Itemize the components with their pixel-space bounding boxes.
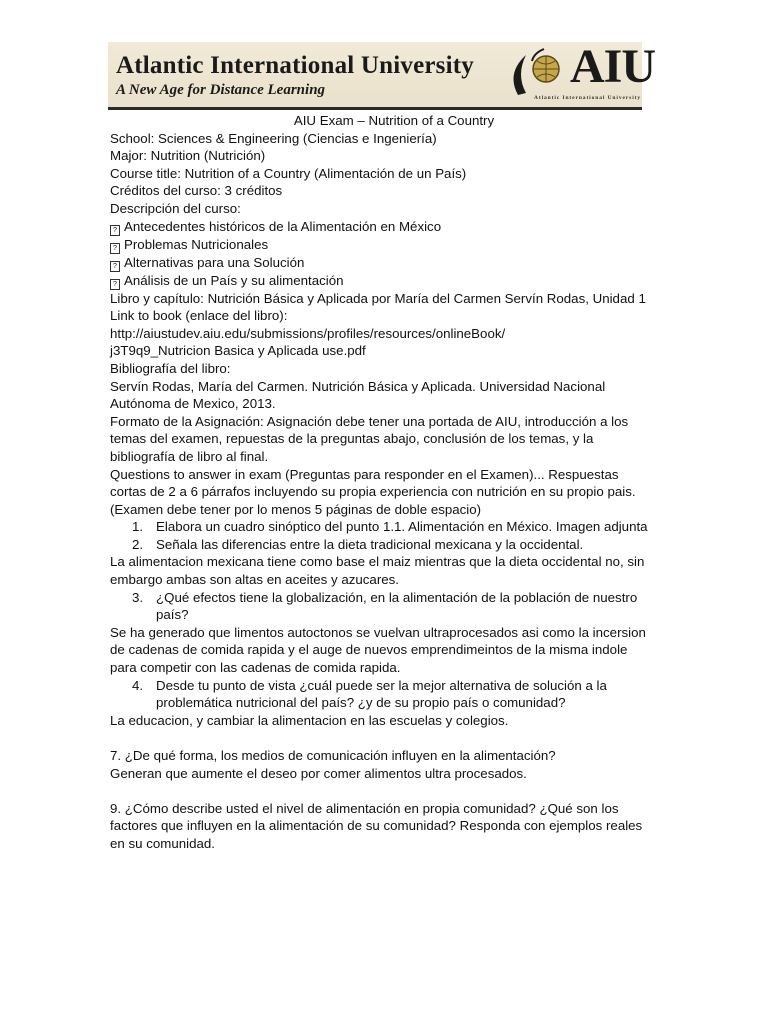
- book-link-line-1[interactable]: http://aiustudev.aiu.edu/submissions/profiles/resources/onlineBook/: [110, 325, 506, 341]
- description-item: ? Problemas Nutricionales: [110, 236, 650, 254]
- credits-line: Créditos del curso: 3 créditos: [110, 183, 283, 199]
- description-label: Descripción del curso:: [110, 200, 241, 216]
- description-item: ? Análisis de un País y su alimentación: [110, 272, 650, 290]
- logo-subtext: Atlantic International University: [534, 95, 642, 101]
- questions-intro: Questions to answer in exam (Preguntas para responder en el Examen)... Respuestas cortas de 2 a 6 párrafos incluyendo su propia experiencia con nutrición en su propio pais. (Examen debe tener por lo menos 5 páginas de doble espacio): [110, 466, 636, 517]
- aiu-logo: [504, 40, 656, 103]
- book-chapter: Libro y capítulo: Nutrición Básica y Aplicada por María del Carmen Servín Rodas, Unidad 1: [110, 290, 646, 306]
- bibliography-text: Servín Rodas, María del Carmen. Nutrición Básica y Aplicada. Universidad Nacional Autónoma de Mexico, 2013.: [110, 378, 606, 412]
- book-link-line-2[interactable]: j3T9q9_Nutricion Basica y Aplicada use.pdf: [110, 343, 366, 359]
- university-name: Atlantic International University: [116, 52, 474, 79]
- exam-title: AIU Exam – Nutrition of a Country: [293, 113, 495, 128]
- header-banner: [108, 40, 656, 110]
- exam-content: [110, 112, 650, 853]
- bullet-box-icon: ?: [110, 261, 120, 272]
- question-2: 2. Señala las diferencias entre la dieta tradicional mexicana y la occidental.: [132, 536, 584, 552]
- answer-7: Generan que aumente el deseo por comer alimentos ultra procesados.: [110, 765, 527, 781]
- course-title-line: Course title: Nutrition of a Country (Alimentación de un País): [110, 165, 467, 181]
- link-label: Link to book (enlace del libro):: [110, 308, 288, 324]
- spacer: [110, 729, 650, 747]
- bullet-box-icon: ?: [110, 225, 120, 236]
- university-tagline: A New Age for Distance Learning: [116, 82, 326, 98]
- description-item: ? Alternativas para una Solución: [110, 254, 650, 272]
- question-4: 4. Desde tu punto de vista ¿cuál puede ser la mejor alternativa de solución a la problemática nutricional del país? ¿y de su propio país o comunidad?: [132, 677, 607, 711]
- answer-4: La educacion, y cambiar la alimentacion en las escuelas y colegios.: [110, 712, 509, 728]
- description-item: ? Antecedentes históricos de la Alimentación en México: [110, 218, 650, 236]
- bullet-box-icon: ?: [110, 243, 120, 254]
- question-3: 3. ¿Qué efectos tiene la globalización, en la alimentación de la población de nuestro país?: [132, 589, 638, 623]
- bibliography-label: Bibliografía del libro:: [110, 360, 231, 376]
- major-line: Major: Nutrition (Nutrición): [110, 148, 266, 164]
- question-1: 1. Elabora un cuadro sinóptico del punto 1.1. Alimentación en México. Imagen adjunta: [132, 519, 648, 535]
- question-7: 7. ¿De qué forma, los medios de comunicación influyen en la alimentación?: [110, 748, 556, 763]
- answer-2: La alimentacion mexicana tiene como base el maiz mientras que la dieta occidental no, sin embargo ambas son altas en aceites y azucares.: [110, 554, 645, 588]
- spacer: [110, 782, 650, 800]
- question-9: 9. ¿Cómo describe usted el nivel de alimentación en propia comunidad? ¿Qué son los factores que influyen en la alimentación de su comunidad? Responda con ejemplos reales en su comunidad.: [110, 800, 643, 851]
- globe-emblem-icon: [504, 45, 574, 101]
- answer-3: Se ha generado que limentos autoctonos se vuelvan ultraprocesados asi como la incersion de cadenas de comida rapida y el auge de nuevos emprendimeintos de la misma indole para competir con las cadenas de comida rapida.: [110, 624, 646, 676]
- assignment-format: Formato de la Asignación: Asignación debe tener una portada de AIU, introducción a los temas del examen, repuestas de la preguntas abajo, conclusión de los temas, y la bibliografía de libro al final.: [110, 413, 629, 464]
- logo-text: AIU: [570, 40, 656, 93]
- school-line: School: Sciences & Engineering (Ciencias e Ingeniería): [110, 130, 437, 146]
- bullet-box-icon: ?: [110, 279, 120, 290]
